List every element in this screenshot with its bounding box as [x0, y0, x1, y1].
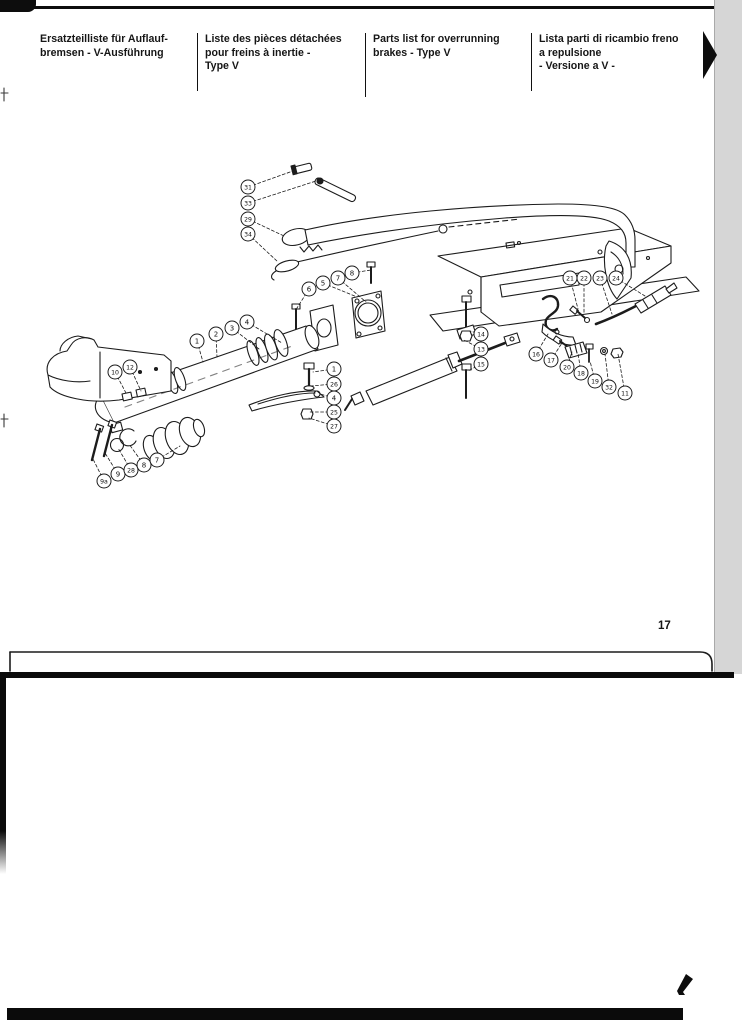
callout-4: [320, 391, 341, 405]
svg-text:23: 23: [596, 275, 604, 283]
svg-text:34: 34: [244, 231, 252, 239]
svg-text:21: 21: [566, 275, 574, 283]
svg-text:15: 15: [477, 361, 485, 369]
svg-text:27: 27: [330, 423, 338, 431]
svg-text:2: 2: [213, 330, 219, 339]
callout-18: [574, 353, 588, 380]
svg-text:1: 1: [331, 365, 337, 374]
header-it-line1: Lista parti di ricambio freno: [539, 33, 679, 45]
callout-2: [209, 327, 223, 357]
svg-text:7: 7: [335, 274, 341, 283]
page-bottom-edge: [10, 652, 712, 671]
callout-11: [618, 354, 632, 400]
callout-1: [313, 362, 341, 376]
header-it-line3: - Versione a V -: [539, 60, 615, 73]
svg-text:28: 28: [127, 467, 135, 475]
callout-9a: [93, 459, 111, 488]
reversing-lever: [249, 363, 324, 419]
svg-text:25: 25: [330, 409, 338, 417]
callout-17: [544, 343, 562, 367]
callout-1: [190, 334, 204, 362]
svg-text:9: 9: [115, 470, 121, 479]
svg-text:4: 4: [244, 318, 250, 327]
page-number: 17: [658, 620, 671, 632]
svg-text:14: 14: [477, 331, 485, 339]
svg-text:19: 19: [591, 378, 599, 386]
header-fr-line1: Liste des pièces détachées: [205, 33, 342, 45]
page-fold-bar: [0, 672, 734, 678]
svg-text:20: 20: [563, 364, 571, 372]
svg-text:6: 6: [306, 285, 312, 294]
svg-text:29: 29: [244, 216, 252, 224]
svg-text:7: 7: [154, 456, 160, 465]
header-en-line1: Parts list for overrunning: [373, 33, 500, 45]
svg-text:32: 32: [605, 384, 613, 392]
callout-19: [588, 361, 602, 388]
header-it-line2: a repulsione: [539, 46, 602, 59]
header-de-line2: bremsen - V-Ausführung: [40, 46, 164, 59]
callout-26: [311, 377, 341, 391]
svg-text:18: 18: [577, 370, 585, 378]
registration-marks: [1, 88, 8, 427]
bellows: [92, 415, 207, 463]
header-fr-line2: pour freins à inertie -: [205, 46, 311, 59]
lower-page-left-edge: [0, 678, 6, 874]
svg-text:26: 26: [330, 381, 338, 389]
header-en-line2: brakes - Type V: [373, 46, 451, 59]
svg-text:10: 10: [111, 369, 119, 377]
callout-25: [310, 405, 341, 419]
callout-6: [297, 282, 316, 308]
svg-text:1: 1: [194, 337, 200, 346]
svg-text:22: 22: [580, 275, 588, 283]
lower-page-bottom-bar: [7, 1008, 683, 1020]
svg-text:3: 3: [229, 324, 235, 333]
svg-text:4: 4: [331, 394, 337, 403]
callout-8: [345, 266, 371, 280]
callout-34: [241, 227, 278, 262]
svg-text:17: 17: [547, 357, 555, 365]
print-pointer-arrow-icon: [672, 968, 698, 996]
svg-text:33: 33: [244, 200, 252, 208]
callout-13: [464, 340, 488, 356]
svg-text:9a: 9a: [100, 478, 108, 486]
svg-text:24: 24: [612, 275, 620, 283]
callout-27: [309, 418, 341, 433]
svg-text:8: 8: [141, 461, 147, 470]
svg-text:31: 31: [244, 184, 252, 192]
header-fr-line3: Type V: [205, 60, 239, 73]
svg-text:5: 5: [320, 279, 326, 288]
svg-text:16: 16: [532, 351, 540, 359]
svg-text:12: 12: [126, 364, 134, 372]
svg-text:13: 13: [477, 346, 485, 354]
callout-32: [602, 354, 616, 394]
header-de-line1: Ersatzteilliste für Auflauf-: [40, 33, 168, 45]
svg-text:8: 8: [349, 269, 355, 278]
release-pins: [291, 163, 357, 203]
svg-text:11: 11: [621, 390, 629, 398]
